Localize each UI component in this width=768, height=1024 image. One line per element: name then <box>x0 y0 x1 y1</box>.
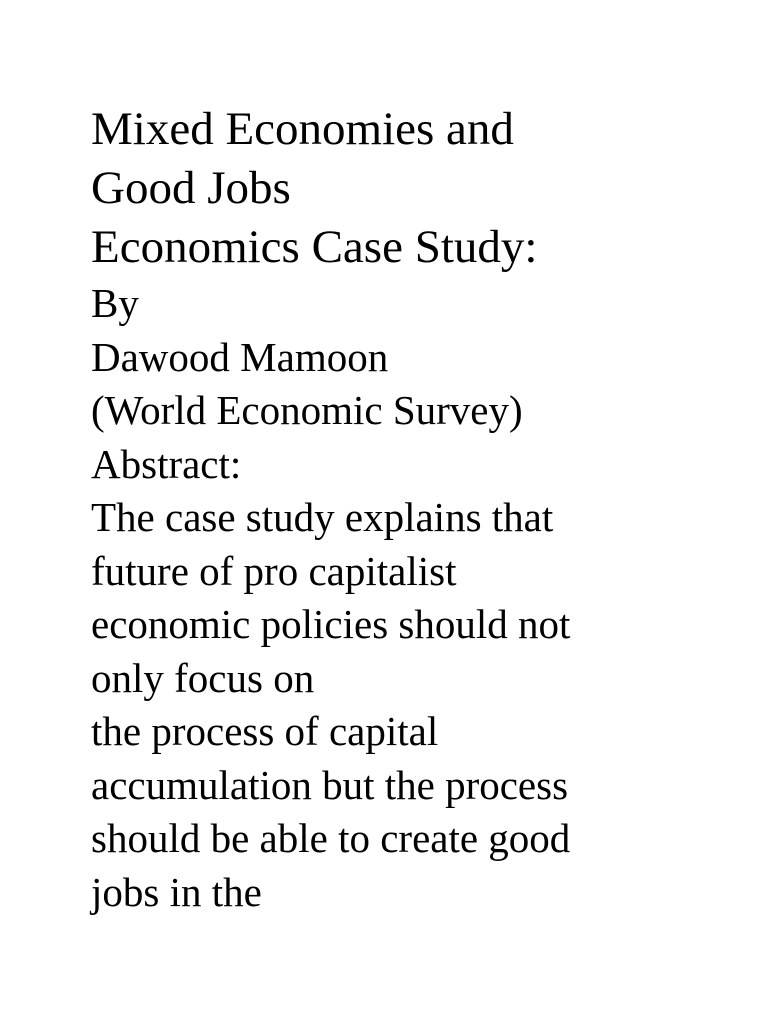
subtitle-line: Economics Case Study: <box>91 221 538 273</box>
abstract-line: only focus on <box>91 654 315 701</box>
document-title <box>91 100 731 277</box>
byline <box>91 277 731 438</box>
byline-by: By <box>91 280 139 326</box>
abstract-section <box>91 438 731 920</box>
abstract-line: The case study explains that <box>91 494 554 540</box>
abstract-line: should be able to create good <box>91 815 571 861</box>
author-affiliation: (World Economic Survey) <box>91 387 523 433</box>
abstract-line: future of pro capitalist <box>91 547 457 594</box>
title-line: Good Jobs <box>91 162 291 214</box>
abstract-line: economic policies should not <box>91 601 571 647</box>
abstract-line: the process of capital <box>91 708 439 754</box>
abstract-line: accumulation but the process <box>91 761 569 808</box>
title-line: Mixed Economies and <box>91 103 514 155</box>
abstract-heading: Abstract: <box>91 440 242 487</box>
author-name: Dawood Mamoon <box>91 333 389 380</box>
document-content <box>91 100 731 919</box>
abstract-line: jobs in the <box>91 868 262 915</box>
